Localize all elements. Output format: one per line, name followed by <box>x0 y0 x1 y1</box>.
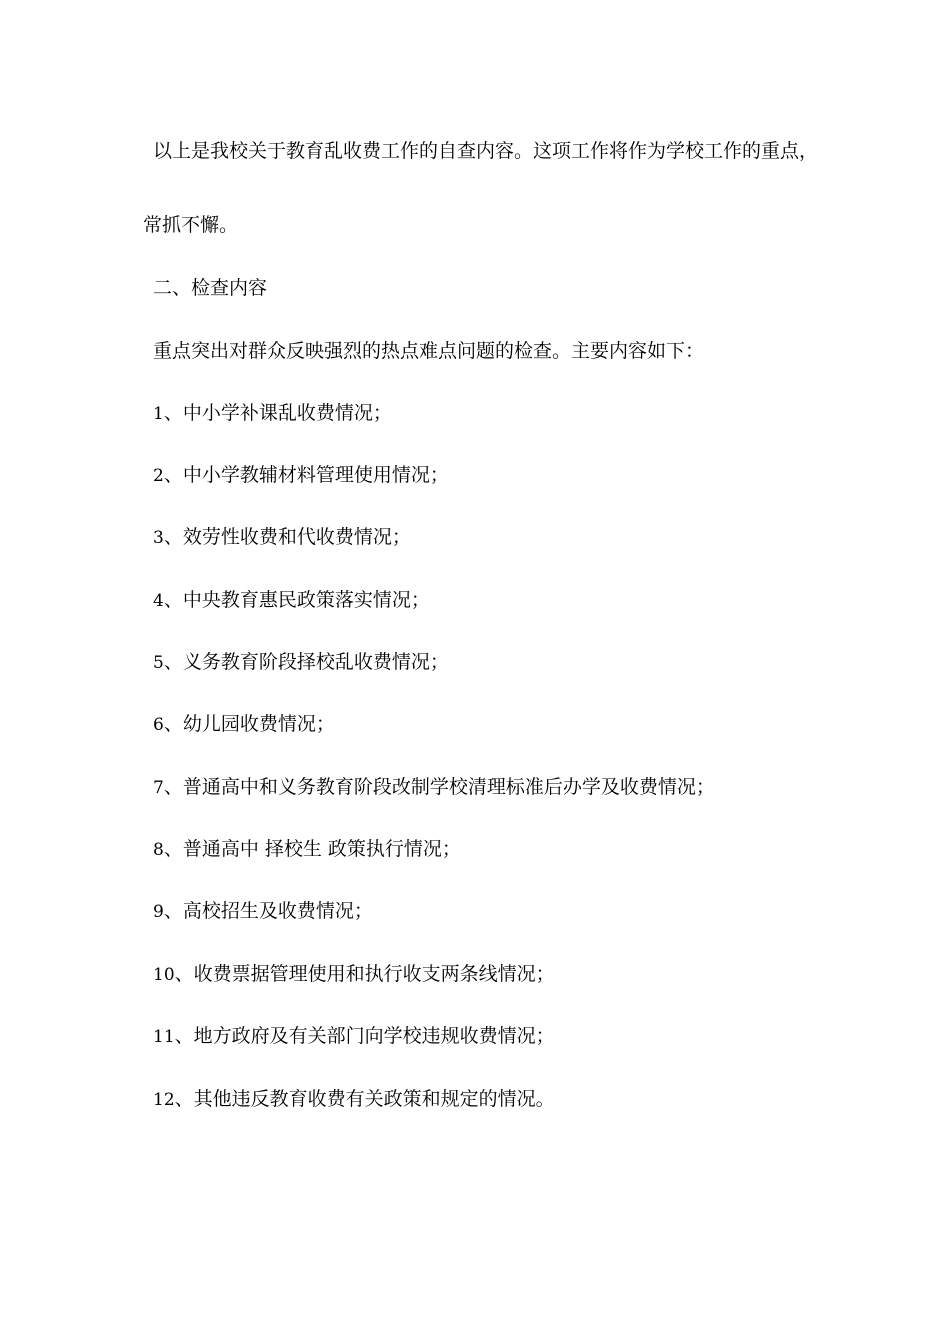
list-item <box>153 899 373 924</box>
item-number: 11 <box>153 1027 175 1047</box>
item-text: 、普通高中和义务教育阶段改制学校清理标准后办学及收费情况； <box>163 776 715 798</box>
list-item <box>153 525 411 550</box>
item-text: 、高校招生及收费情况； <box>163 900 373 922</box>
item-number: 1 <box>153 404 164 424</box>
list-item <box>153 401 392 426</box>
list-item <box>153 650 449 675</box>
list-item <box>153 1024 555 1049</box>
list-item <box>153 1087 555 1112</box>
item-text: 、义务教育阶段择校乱收费情况； <box>163 651 449 673</box>
list-item <box>153 588 430 613</box>
item-number: 3 <box>153 528 164 548</box>
item-text: 、中小学教辅材料管理使用情况； <box>163 464 449 486</box>
item-number: 6 <box>153 715 164 735</box>
item-text: 、幼儿园收费情况； <box>163 713 335 735</box>
item-number: 7 <box>153 778 164 798</box>
item-text: 、效劳性收费和代收费情况； <box>163 526 411 548</box>
item-text: 、收费票据管理使用和执行收支两条线情况； <box>174 963 555 985</box>
item-number: 10 <box>153 965 175 985</box>
item-number: 8 <box>153 840 164 860</box>
list-item <box>153 837 461 862</box>
intro-paragraph: 重点突出对群众反映强烈的热点难点问题的检查。主要内容如下： <box>153 340 705 362</box>
paragraph-line-1: 以上是我校关于教育乱收费工作的自查内容。这项工作将作为学校工作的重点， <box>153 140 819 162</box>
item-number: 5 <box>153 653 164 673</box>
item-number: 12 <box>153 1090 175 1110</box>
list-item <box>153 463 449 488</box>
item-number: 9 <box>153 902 164 922</box>
item-text: 、中央教育惠民政策落实情况； <box>163 589 430 611</box>
item-text: 、其他违反教育收费有关政策和规定的情况。 <box>174 1088 555 1110</box>
item-number: 4 <box>153 591 164 611</box>
list-item <box>153 962 555 987</box>
item-number: 2 <box>153 466 164 486</box>
item-text: 、中小学补课乱收费情况； <box>163 402 392 424</box>
list-item <box>153 712 335 737</box>
list-item <box>153 775 715 800</box>
item-text: 、地方政府及有关部门向学校违规收费情况； <box>174 1025 555 1047</box>
item-text: 、普通高中 择校生 政策执行情况； <box>163 838 461 860</box>
paragraph-line-2: 常抓不懈。 <box>143 214 239 236</box>
section-heading: 二、检查内容 <box>153 277 268 299</box>
